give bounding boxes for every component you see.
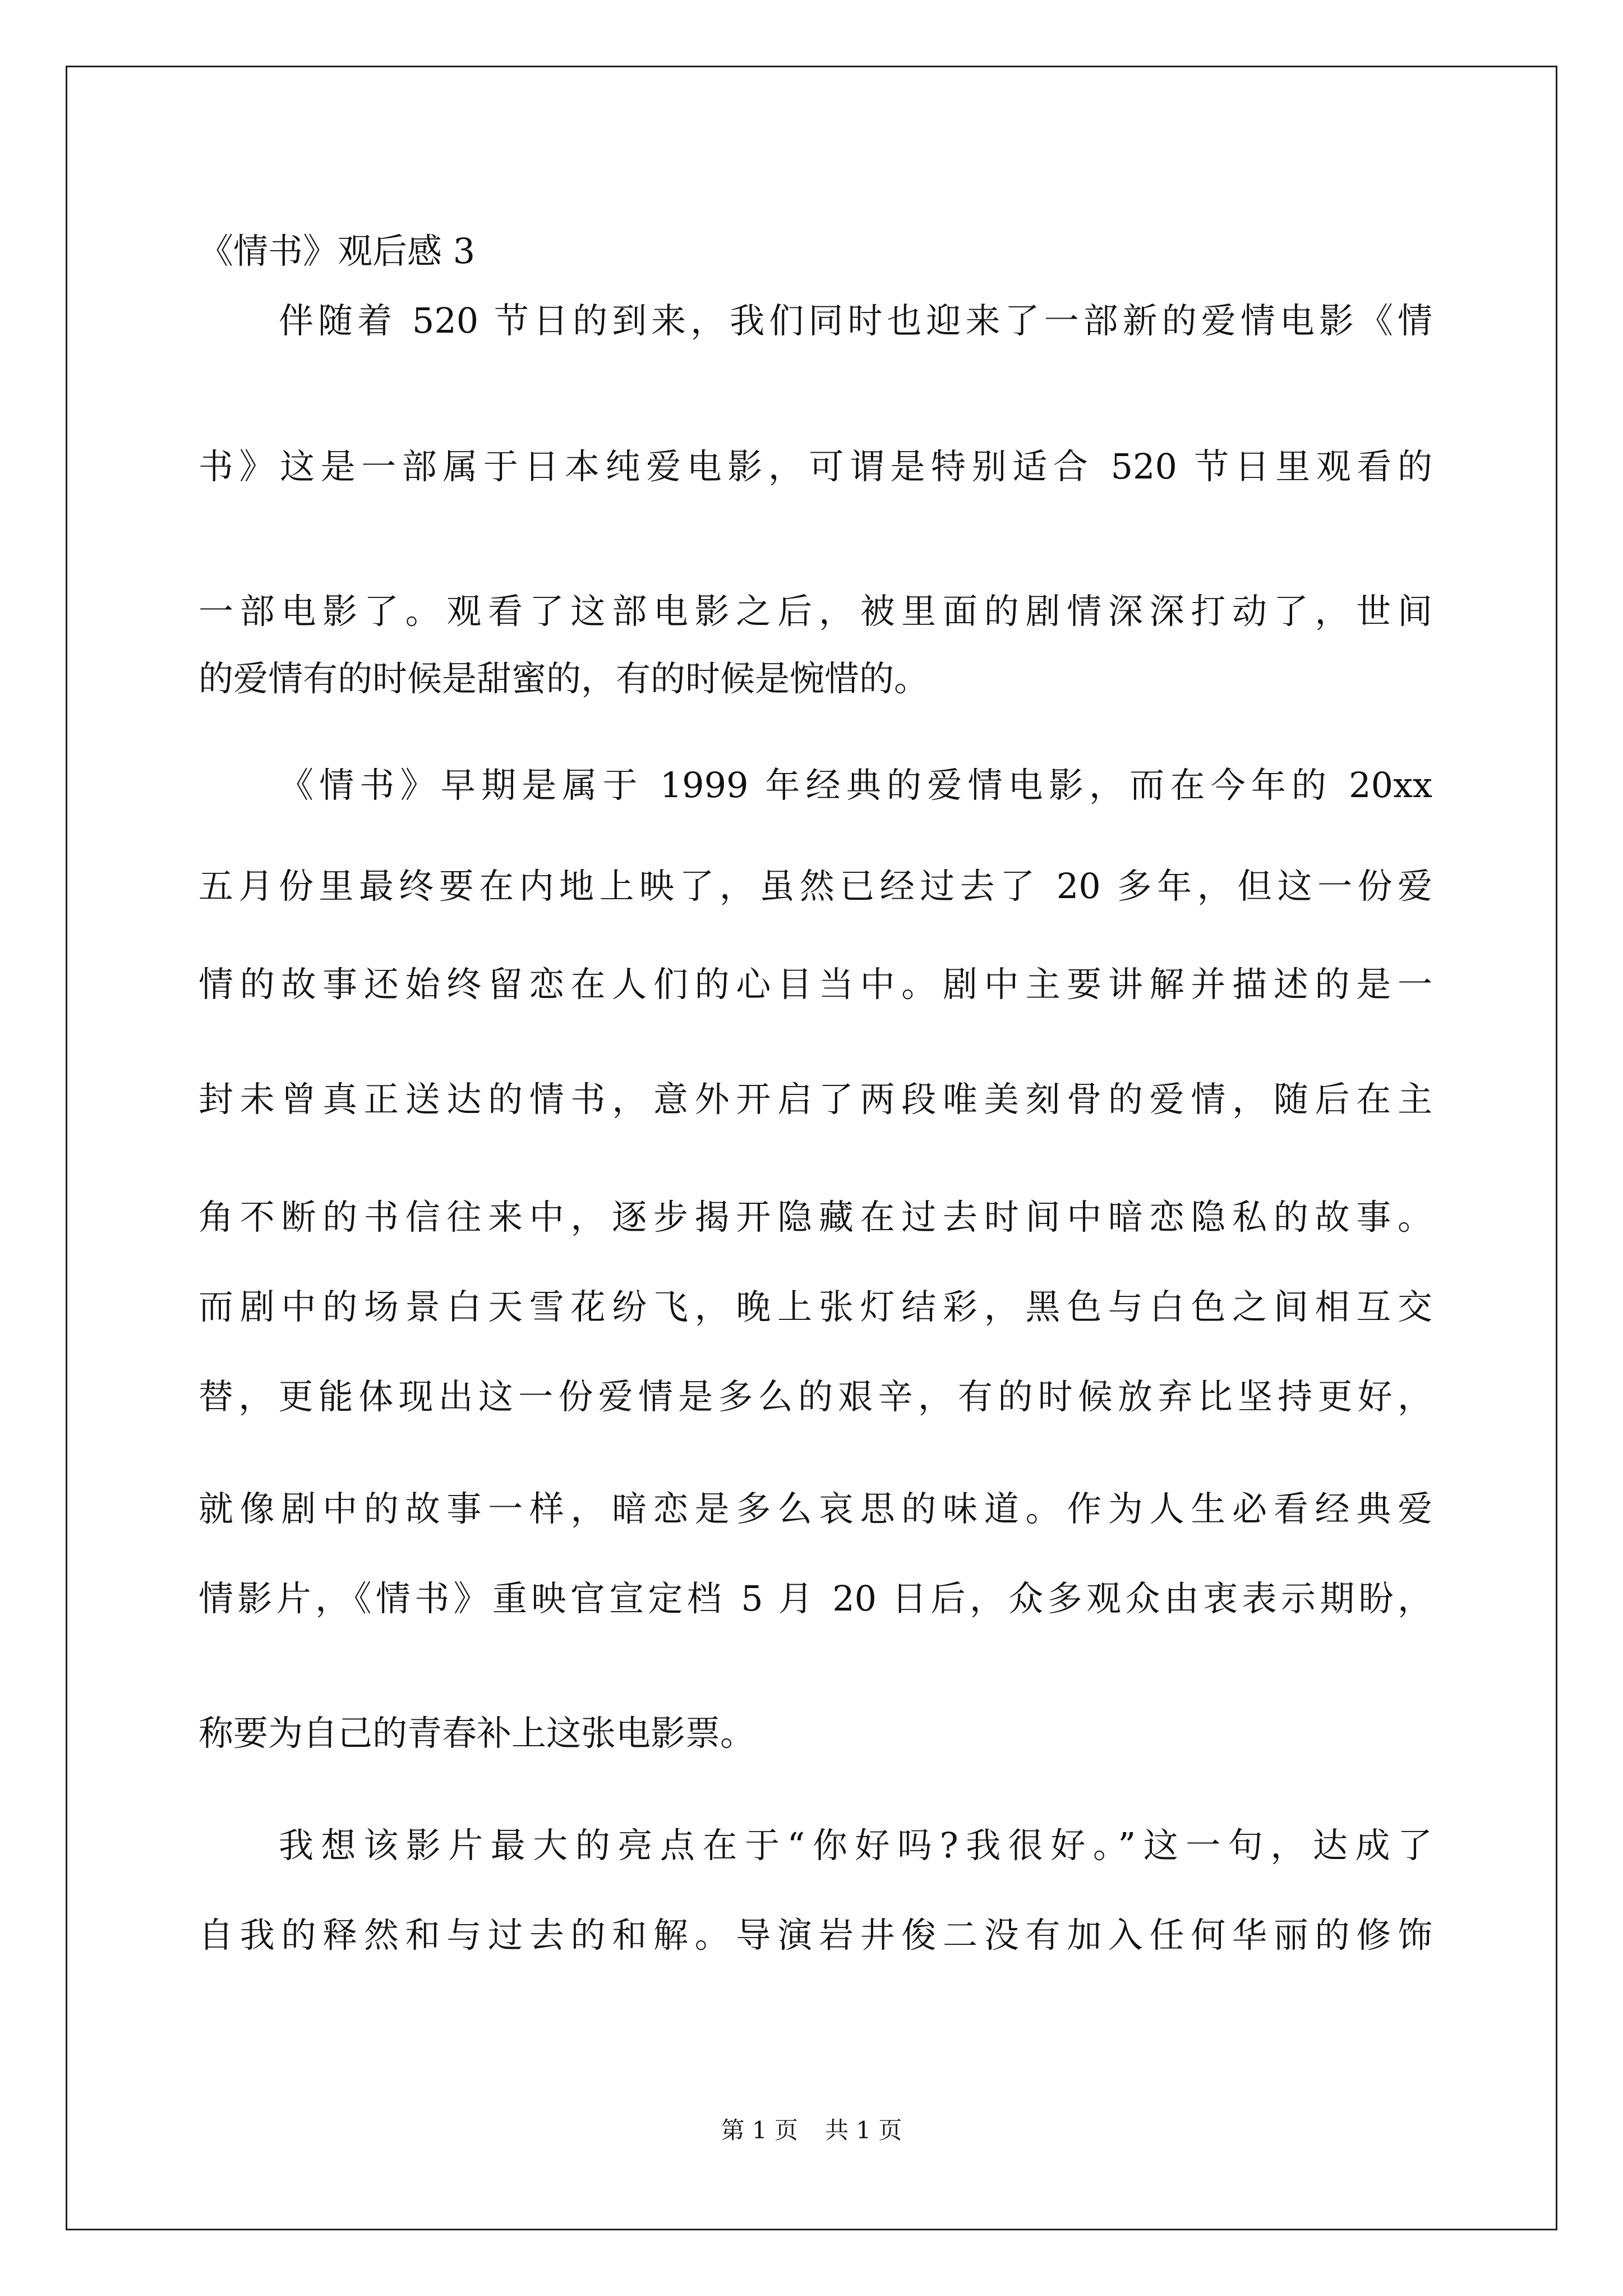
paragraph-2-line-3: 情的故事还始终留恋在人们的心目当中。剧中主要讲解并描述的是一 <box>199 964 1432 1005</box>
paragraph-2-line-9: 情影片，《情书》重映官宣定档 5 月 20 日后，众多观众由衷表示期盼， <box>199 1578 1432 1619</box>
document-title: 《情书》观后感 3 <box>199 231 476 272</box>
page-border <box>66 66 1557 2230</box>
paragraph-1-line-3: 一部电影了。观看了这部电影之后，被里面的剧情深深打动了，世间 <box>199 591 1432 632</box>
paragraph-3-line-1: 我想该影片最大的亮点在于“你好吗?我很好。”这一句，达成了 <box>279 1825 1432 1866</box>
paragraph-1-line-2: 书》这是一部属于日本纯爱电影，可谓是特别适合 520 节日里观看的 <box>199 446 1432 487</box>
paragraph-2-line-8: 就像剧中的故事一样，暗恋是多么哀思的味道。作为人生必看经典爱 <box>199 1488 1432 1529</box>
paragraph-2-line-5: 角不断的书信往来中，逐步揭开隐藏在过去时间中暗恋隐私的故事。 <box>199 1197 1432 1237</box>
paragraph-3-line-2: 自我的释然和与过去的和解。导演岩井俊二没有加入任何华丽的修饰 <box>199 1915 1432 1955</box>
paragraph-2-line-10: 称要为自己的青春补上这张电影票。 <box>199 1713 755 1754</box>
paragraph-2-line-2: 五月份里最终要在内地上映了，虽然已经过去了 20 多年，但这一份爱 <box>199 866 1432 907</box>
page-footer <box>0 2115 1623 2146</box>
paragraph-2-line-4: 封未曾真正送达的情书，意外开启了两段唯美刻骨的爱情，随后在主 <box>199 1079 1432 1120</box>
paragraph-2-line-1: 《情书》早期是属于 1999 年经典的爱情电影，而在今年的 20xx <box>279 765 1432 806</box>
page-total: 共 1 页 <box>825 2116 902 2144</box>
paragraph-1-line-4: 的爱情有的时候是甜蜜的，有的时候是惋惜的。 <box>199 658 929 699</box>
paragraph-2-line-7: 替，更能体现出这一份爱情是多么的艰辛，有的时候放弃比坚持更好， <box>199 1376 1432 1417</box>
paragraph-2-line-6: 而剧中的场景白天雪花纷飞，晚上张灯结彩，黑色与白色之间相互交 <box>199 1286 1432 1327</box>
paragraph-1-line-1: 伴随着 520 节日的到来，我们同时也迎来了一部新的爱情电影《情 <box>279 300 1432 341</box>
page-number: 第 1 页 <box>721 2116 798 2144</box>
